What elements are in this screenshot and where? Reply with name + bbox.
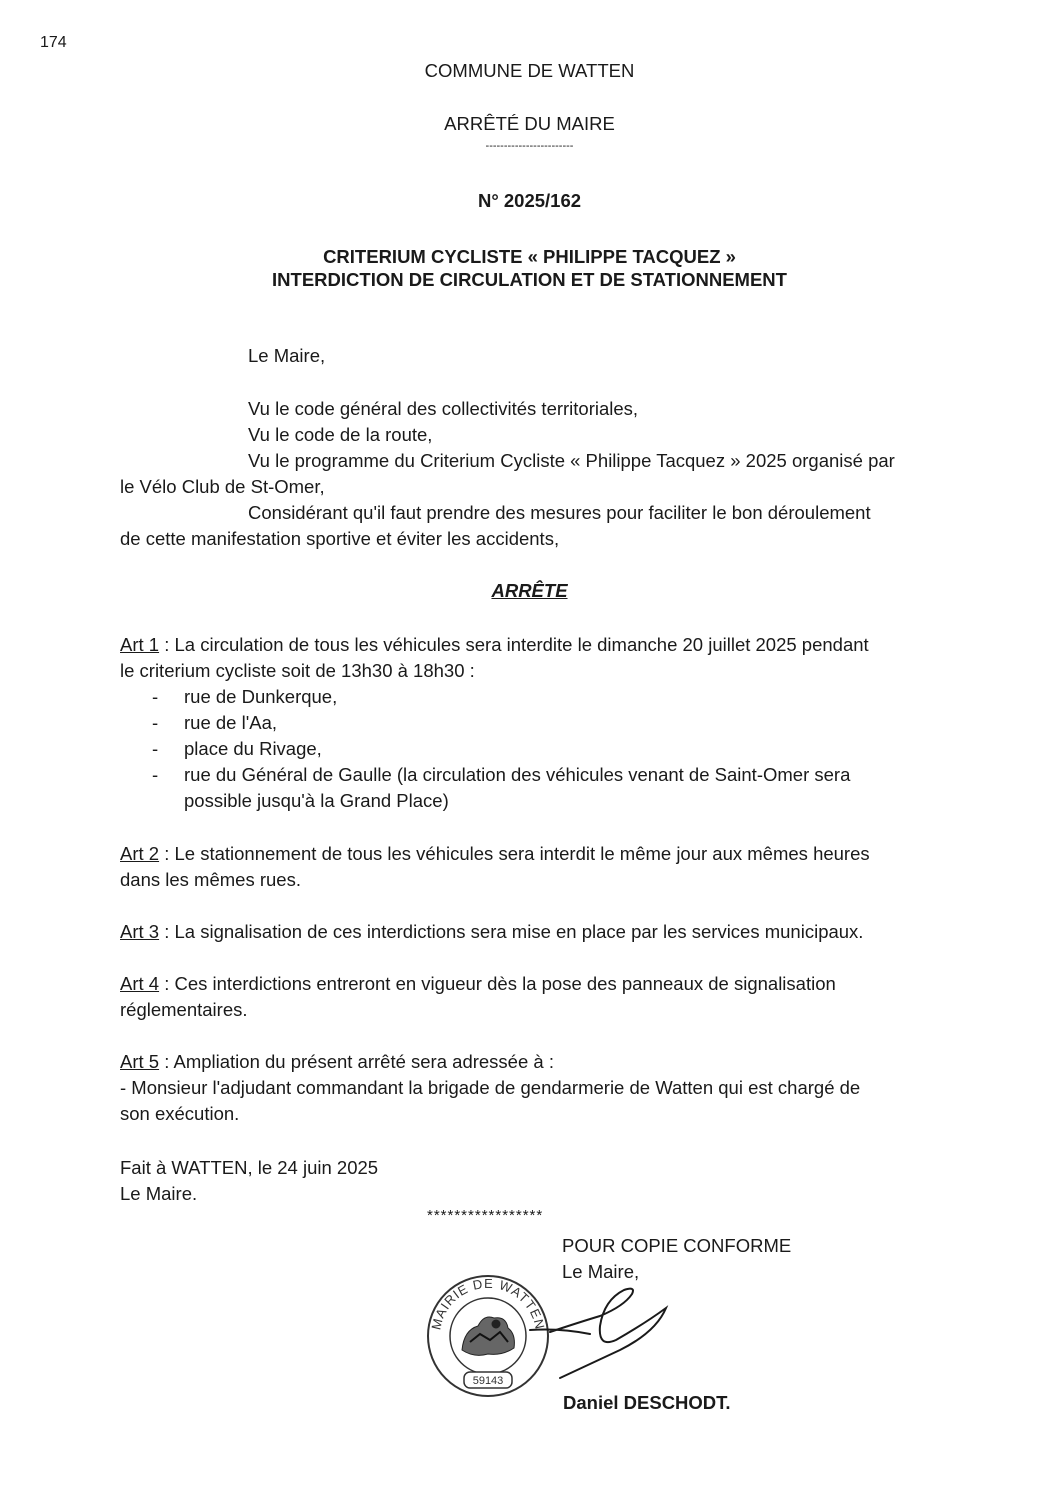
commune-name: COMMUNE DE WATTEN (424, 60, 635, 81)
street-dunkerque: rue de Dunkerque, (184, 686, 338, 707)
art5-line-3: son exécution. (120, 1103, 240, 1124)
handwritten-signature (520, 1282, 670, 1382)
art3-text-1: : La signalisation de ces interdictions sera mise en place par les services municipaux. (159, 921, 864, 942)
art2-text-1: : Le stationnement de tous les véhicules sera interdit le même jour aux mêmes heures (159, 843, 870, 864)
art2-label: Art 2 (120, 843, 160, 864)
art3-line-1 (120, 921, 863, 943)
art4-line-1 (120, 973, 836, 995)
vu-code-route: Vu le code de la route, (248, 424, 433, 445)
street-dash: - (152, 686, 159, 707)
stars-separator: ***************** (427, 1207, 544, 1224)
street-general-de-gaulle: rue du Général de Gaulle (la circulation des véhicules venant de Saint-Omer sera (184, 764, 851, 785)
considerant-line-1: Considérant qu'il faut prendre des mesures pour faciliter le bon déroulement (248, 502, 871, 523)
vu-programme-line-2: le Vélo Club de St-Omer, (120, 476, 325, 497)
art5-line-2: - Monsieur l'adjudant commandant la brigade de gendarmerie de Watten qui est chargé de (120, 1077, 861, 1098)
vu-cgct: Vu le code général des collectivités territoriales, (248, 398, 639, 419)
pour-copie-conforme: POUR COPIE CONFORME (562, 1235, 792, 1256)
street-aa: rue de l'Aa, (184, 712, 278, 733)
art1-line-2: le criterium cycliste soit de 13h30 à 18h30 : (120, 660, 475, 681)
opening: Le Maire, (248, 345, 326, 366)
art4-label: Art 4 (120, 973, 160, 994)
art2-line-1 (120, 843, 870, 865)
art5-text-1: : Ampliation du présent arrêté sera adressée à : (159, 1051, 554, 1072)
street-dash: - (152, 712, 159, 733)
art1-label: Art 1 (120, 634, 160, 655)
street-dash: - (152, 764, 159, 785)
street-dash: - (152, 738, 159, 759)
art1-text-1: : La circulation de tous les véhicules sera interdite le dimanche 20 juillet 2025 pendant (159, 634, 869, 655)
stamp-text-top: MAIRIE DE WATTEN (428, 1275, 548, 1332)
art5-line-1 (120, 1051, 554, 1073)
arrete-number: N° 2025/162 (477, 190, 582, 211)
fait-a: Fait à WATTEN, le 24 juin 2025 (120, 1157, 379, 1178)
art2-line-2: dans les mêmes rues. (120, 869, 301, 890)
art1-line-1 (120, 634, 869, 656)
title-line-1: CRITERIUM CYCLISTE « PHILIPPE TACQUEZ » (323, 246, 736, 267)
art3-label: Art 3 (120, 921, 160, 942)
le-maire: Le Maire. (120, 1183, 198, 1204)
header-separator: ------------------------ (485, 140, 574, 152)
art4-line-2: réglementaires. (120, 999, 248, 1020)
vu-programme-line-1: Vu le programme du Criterium Cycliste « Philippe Tacquez » 2025 organisé par (248, 450, 895, 471)
signatory-name: Daniel DESCHODT. (563, 1392, 731, 1413)
arrete-heading: ARRÊTE (491, 580, 568, 601)
page-number: 174 (40, 34, 67, 51)
lion-emblem-icon (462, 1317, 514, 1355)
document-type: ARRÊTÉ DU MAIRE (444, 113, 615, 134)
art5-label: Art 5 (120, 1051, 160, 1072)
street-rivage: place du Rivage, (184, 738, 322, 759)
le-maire-copie: Le Maire, (562, 1261, 640, 1282)
stamp-postcode: 59143 (472, 1375, 504, 1387)
art4-text-1: : Ces interdictions entreront en vigueur dès la pose des panneaux de signalisation (159, 973, 836, 994)
considerant-line-2: de cette manifestation sportive et éviter les accidents, (120, 528, 560, 549)
title-line-2: INTERDICTION DE CIRCULATION ET DE STATIONNEMENT (272, 269, 787, 290)
street-general-de-gaulle-line-2: possible jusqu'à la Grand Place) (184, 790, 449, 811)
